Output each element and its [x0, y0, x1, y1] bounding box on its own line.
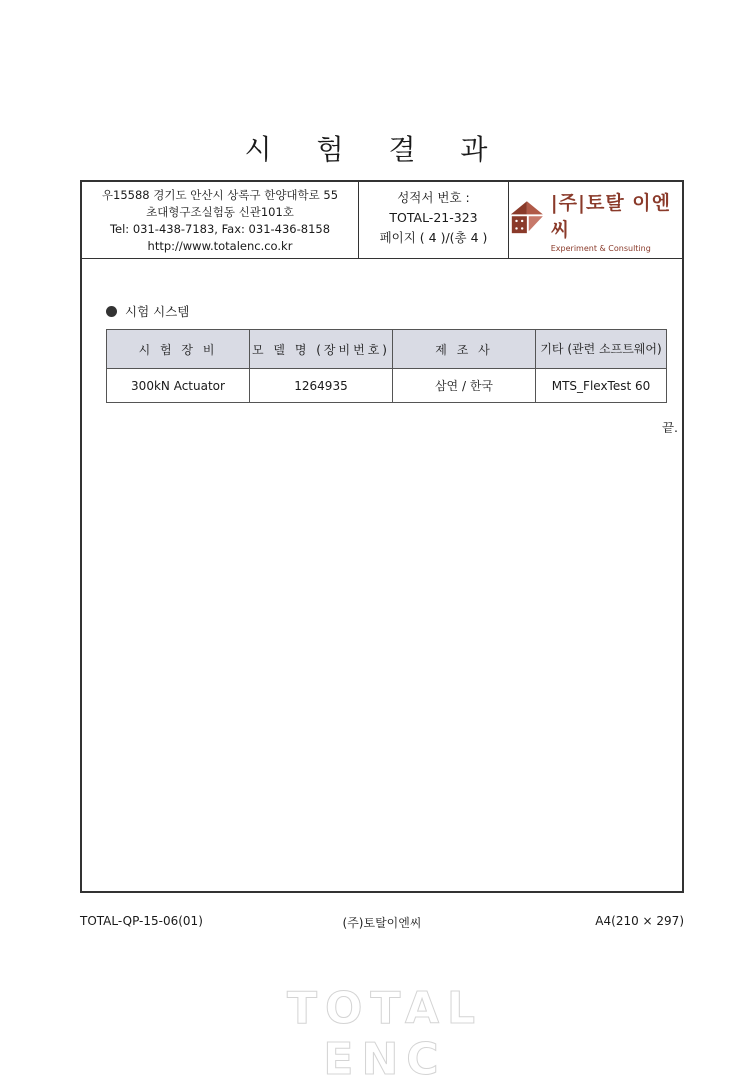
report-header — [82, 182, 682, 259]
table-cell: 삼연 / 한국 — [393, 369, 536, 403]
column-header: 기타 (관련 소프트웨어) — [536, 330, 667, 369]
logo-tagline: Experiment & Consulting — [550, 243, 651, 253]
column-header: 모 델 명 (장비번호) — [250, 330, 393, 369]
company-address — [82, 182, 359, 258]
logo-mark-icon — [509, 198, 545, 242]
contact-line: Tel: 031-438-7183, Fax: 031-436-8158 — [109, 222, 331, 236]
equipment-table — [106, 329, 667, 403]
table-cell: 1264935 — [250, 369, 393, 403]
report-info — [359, 182, 509, 258]
end-mark: 끝. — [661, 420, 678, 435]
watermark: TOTAL ENC — [286, 983, 484, 1085]
table-row — [107, 369, 667, 403]
section-title: 시험 시스템 — [125, 304, 190, 319]
logo-name: |주|토탈 이엔씨 — [550, 191, 671, 241]
bullet-icon — [106, 306, 117, 317]
table-cell: MTS_FlexTest 60 — [536, 369, 667, 403]
company-logo — [509, 182, 682, 258]
report-frame — [80, 180, 684, 893]
column-header: 시 험 장 비 — [107, 330, 250, 369]
address-line: 우15588 경기도 안산시 상록구 한양대학로 55 — [101, 188, 339, 202]
form-code: TOTAL-QP-15-06(01) — [80, 914, 203, 928]
page-indicator: 페이지 ( 4 )/(총 4 ) — [379, 230, 488, 245]
report-number: TOTAL-21-323 — [389, 210, 478, 225]
paper-size: A4(210 × 297) — [595, 914, 684, 928]
footer-company: (주)토탈이엔씨 — [342, 916, 422, 930]
address-line: 초대형구조실험동 신관101호 — [146, 205, 294, 219]
page-title: 시 험 결 과 — [244, 133, 506, 166]
table-header-row — [107, 330, 667, 369]
report-number-label: 성적서 번호 : — [397, 190, 470, 205]
website-line: http://www.totalenc.co.kr — [147, 239, 293, 253]
page-footer — [80, 914, 684, 928]
column-header: 제 조 사 — [393, 330, 536, 369]
section-heading — [106, 302, 189, 320]
table-cell: 300kN Actuator — [107, 369, 250, 403]
